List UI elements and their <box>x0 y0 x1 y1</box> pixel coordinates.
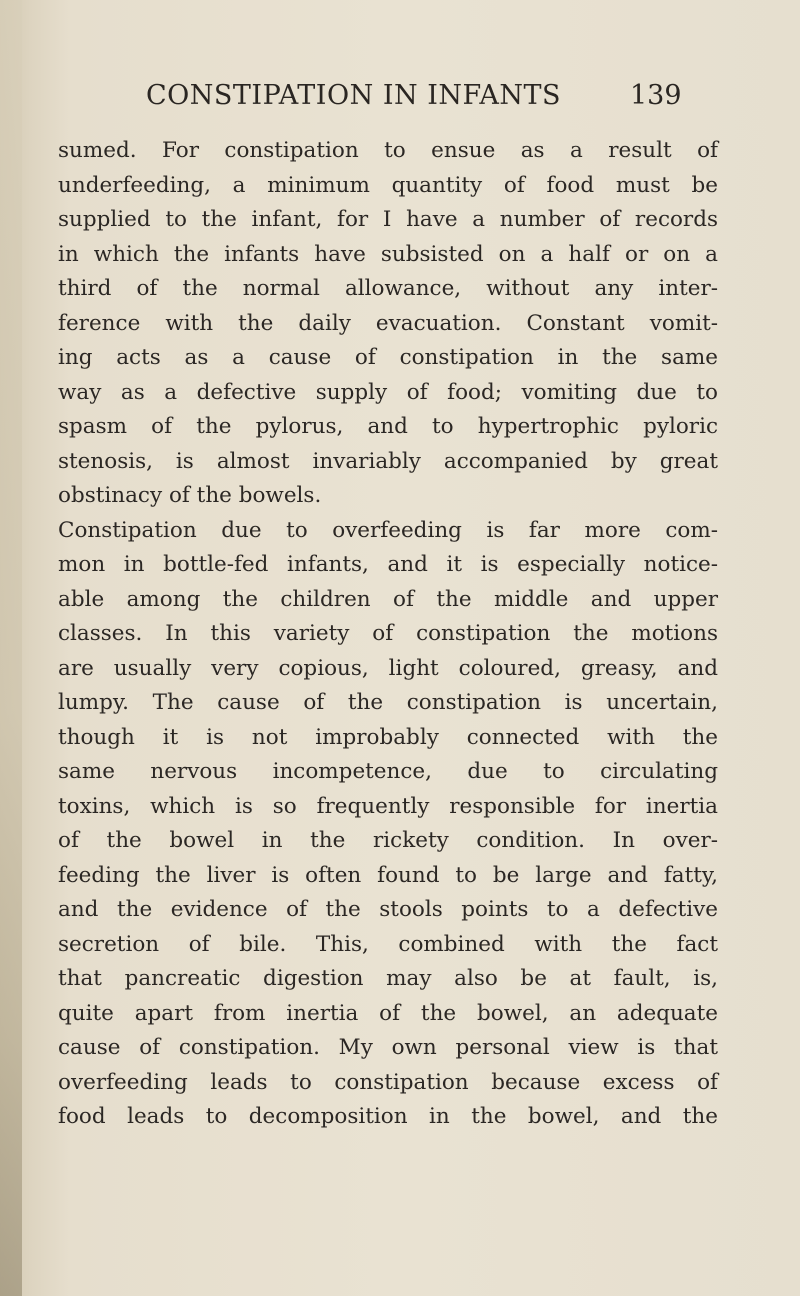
text-line: overfeeding leads to constipation because excess of <box>58 1069 718 1095</box>
text-line: ing acts as a cause of constipation in the same <box>58 345 718 370</box>
text-line: way as a defective supply of food; vomiting due to <box>58 379 718 405</box>
text-line: spasm of the pylorus, and to hypertrophic pyloric <box>58 414 718 439</box>
text-line: quite apart from inertia of the bowel, an adequate <box>58 1000 718 1026</box>
text-line: feeding the liver is often found to be large and fatty, <box>58 862 718 888</box>
text-line: ference with the daily evacuation. Constant vomit- <box>58 310 718 336</box>
text-line: same nervous incompetence, due to circulating <box>58 759 718 784</box>
text-line: obstinacy of the bowels. <box>58 483 322 508</box>
text-line: sumed. For constipation to ensue as a result of <box>58 138 718 163</box>
text-line: Constipation due to overfeeding is far more com- <box>58 517 718 543</box>
text-line: and the evidence of the stools points to a defective <box>58 897 718 922</box>
text-line: mon in bottle-fed infants, and it is especially notice- <box>58 552 718 577</box>
text-line: stenosis, is almost invariably accompanied by great <box>58 448 718 474</box>
text-line: third of the normal allowance, without any inter- <box>58 276 718 301</box>
text-line: classes. In this variety of constipation the motions <box>58 621 718 646</box>
text-line: of the bowel in the rickety condition. In over- <box>58 828 718 853</box>
text-line: are usually very copious, light coloured, greasy, and <box>58 655 718 681</box>
running-title: CONSTIPATION IN INFANTS <box>146 80 561 111</box>
text-line: underfeeding, a minimum quantity of food must be <box>58 172 718 198</box>
text-line: that pancreatic digestion may also be at fault, is, <box>58 966 718 991</box>
page-binding-shadow <box>0 0 22 1296</box>
text-line: toxins, which is so frequently responsible for inertia <box>58 793 718 819</box>
page-number: 139 <box>630 80 682 111</box>
text-line: lumpy. The cause of the constipation is uncertain, <box>58 690 718 715</box>
text-line: able among the children of the middle and upper <box>58 586 718 612</box>
text-line: though it is not improbably connected with the <box>58 724 718 750</box>
text-line: in which the infants have subsisted on a half or on a <box>58 241 718 267</box>
text-line: secretion of bile. This, combined with the fact <box>58 931 718 957</box>
page-header <box>0 80 800 120</box>
text-line: supplied to the infant, for I have a number of records <box>58 207 718 232</box>
text-line: food leads to decomposition in the bowel, and the <box>58 1104 718 1129</box>
text-line: cause of constipation. My own personal view is that <box>58 1035 718 1060</box>
body-text <box>58 134 718 1135</box>
